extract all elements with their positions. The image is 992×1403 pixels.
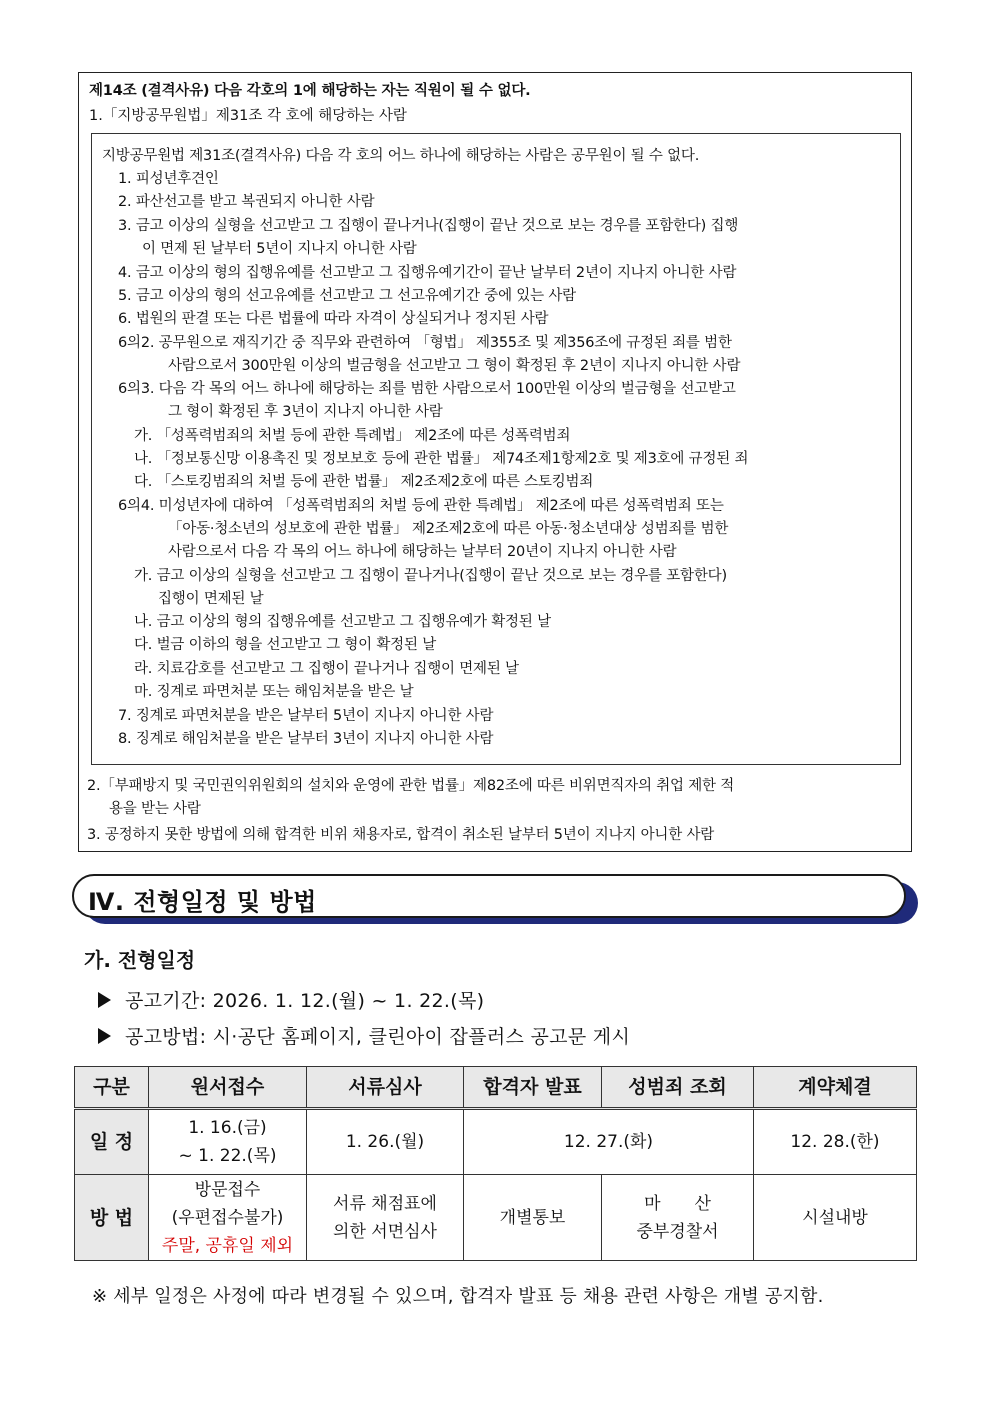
cell-announce-check-date: 12. 27.(화) (464, 1109, 754, 1175)
cell-apply-method (149, 1175, 307, 1261)
law-item: 6의2. 공무원으로 재직기간 중 직무와 관련하여 「형법」 제355조 및 제356조에 규정된 죄를 범한 (118, 335, 732, 351)
bullet-announce-method (98, 1022, 630, 1049)
apply-date-end: ~ 1. 22.(목) (178, 1146, 277, 1166)
cell-doc-date: 1. 26.(월) (307, 1109, 464, 1175)
law-item: 3. 금고 이상의 실형을 선고받고 그 집행이 끝나거나(집행이 끝난 것으로 보는 경우를 포함한다) 집행 (118, 218, 739, 234)
disqualification-article-box (78, 72, 912, 852)
law-item: 1. 피성년후견인 (118, 171, 219, 187)
cell-announce-method: 개별통보 (464, 1175, 602, 1261)
law-subitem-cont: 집행이 면제된 날 (158, 591, 264, 607)
law-item: 7. 징계로 파면처분을 받은 날부터 5년이 지나지 아니한 사람 (118, 708, 494, 724)
law-subitem: 다. 벌금 이하의 형을 선고받고 그 형이 확정된 날 (134, 637, 437, 653)
cell-check-method (602, 1175, 754, 1261)
law-item: 5. 금고 이상의 형의 선고유예를 선고받고 그 선고유예기간 중에 있는 사람 (118, 288, 576, 304)
header-cell: 서류심사 (307, 1067, 464, 1109)
announce-method-text: 공고방법: 시·공단 홈페이지, 클린아이 잡플러스 공고문 게시 (125, 1026, 631, 1048)
law-item-cont: 이 면제 된 날부터 5년이 지나지 아니한 사람 (142, 241, 417, 257)
law-subitem: 나. 금고 이상의 형의 집행유예를 선고받고 그 집행유예가 확정된 날 (134, 614, 551, 630)
law-item-cont: 그 형이 확정된 후 3년이 지나지 아니한 사람 (168, 404, 443, 420)
law-subitem: 가. 금고 이상의 실형을 선고받고 그 집행이 끝나거나(집행이 끝난 것으로 보는 경우를 포함한다) (134, 568, 727, 584)
apply-method-line: 방문접수 (194, 1179, 261, 1200)
law-item: 8. 징계로 해임처분을 받은 날부터 3년이 지나지 아니한 사람 (118, 731, 494, 747)
article-item-3: 3. 공정하지 못한 방법에 의해 합격한 비위 채용자로, 합격이 취소된 날부터 5년이 지나지 아니한 사람 (87, 827, 715, 843)
table-row-method (75, 1175, 917, 1261)
check-method-line: 마 산 (644, 1193, 711, 1214)
cell-apply-date (149, 1109, 307, 1175)
law-quote-box (91, 133, 901, 765)
article-title: 제14조 (결격사유) 다음 각호의 1에 해당하는 자는 직원이 될 수 없다. (89, 83, 531, 99)
row-label-method: 방 법 (75, 1175, 149, 1261)
check-method-line: 중부경찰서 (636, 1221, 719, 1242)
cell-contract-method: 시설내방 (754, 1175, 917, 1261)
apply-method-exception: 주말, 공휴일 제외 (161, 1235, 294, 1256)
subsection-heading: 가. 전형일정 (84, 948, 196, 972)
law-subitem: 라. 치료감호를 선고받고 그 집행이 끝나거나 집행이 면제된 날 (134, 661, 519, 677)
law-item: 6의3. 다음 각 목의 어느 하나에 해당하는 죄를 범한 사람으로서 100만원 이상의 벌금형을 선고받고 (118, 381, 736, 397)
bullet-announce-period (98, 986, 484, 1013)
law-item-cont: 사람으로서 300만원 이상의 벌금형을 선고받고 그 형이 확정된 후 2년이 지나지 아니한 사람 (168, 358, 741, 374)
article-item-1: 1.「지방공무원법」제31조 각 호에 해당하는 사람 (89, 108, 407, 124)
apply-date-start: 1. 16.(금) (188, 1118, 267, 1138)
apply-method-line: (우편접수불가) (171, 1207, 284, 1228)
section-title: Ⅳ. 전형일정 및 방법 (88, 888, 317, 916)
law-subitem: 나. 「정보통신망 이용촉진 및 정보보호 등에 관한 법률」 제74조제1항제2호 및 제3호에 규정된 죄 (134, 451, 749, 467)
cell-doc-method (307, 1175, 464, 1261)
law-item-cont: 사람으로서 다음 각 목의 어느 하나에 해당하는 날부터 20년이 지나지 아니한 사람 (168, 544, 677, 560)
law-item: 4. 금고 이상의 형의 집행유예를 선고받고 그 집행유예기간이 끝난 날부터 2년이 지나지 아니한 사람 (118, 265, 737, 281)
announce-period-text: 공고기간: 2026. 1. 12.(월) ~ 1. 22.(목) (125, 990, 485, 1012)
law-subitem: 다. 「스토킹범죄의 처벌 등에 관한 법률」 제2조제2호에 따른 스토킹범죄 (134, 474, 594, 490)
schedule-table (74, 1066, 917, 1261)
header-cell: 성범죄 조회 (602, 1067, 754, 1109)
section-banner (72, 874, 918, 926)
article-item-2-cont: 용을 받는 사람 (109, 801, 201, 817)
law-item-cont: 「아동·청소년의 성보호에 관한 법률」 제2조제2호에 따른 아동·청소년대상 성범죄를 범한 (168, 521, 729, 537)
law-item: 6의4. 미성년자에 대하여 「성폭력범죄의 처벌 등에 관한 특례법」 제2조에 따른 성폭력범죄 또는 (118, 498, 724, 514)
row-label-schedule: 일 정 (75, 1109, 149, 1175)
law-item: 6. 법원의 판결 또는 다른 법률에 따라 자격이 상실되거나 정지된 사람 (118, 311, 549, 327)
table-header-row (75, 1067, 917, 1109)
cell-contract-date: 12. 28.(한) (754, 1109, 917, 1175)
header-cell: 합격자 발표 (464, 1067, 602, 1109)
law-intro: 지방공무원법 제31조(결격사유) 다음 각 호의 어느 하나에 해당하는 사람은 공무원이 될 수 없다. (102, 148, 700, 164)
triangle-bullet-icon (98, 1028, 111, 1044)
header-cell: 계약체결 (754, 1067, 917, 1109)
table-row-schedule (75, 1109, 917, 1175)
law-item: 2. 파산선고를 받고 복권되지 아니한 사람 (118, 194, 375, 210)
article-item-2: 2.「부패방지 및 국민권익위원회의 설치와 운영에 관한 법률」제82조에 따른 비위면직자의 취업 제한 적 (87, 778, 735, 794)
doc-method-line: 서류 채점표에 (333, 1193, 437, 1214)
doc-method-line: 의한 서면심사 (333, 1221, 437, 1242)
banner-frame (72, 874, 906, 918)
header-cell: 구분 (75, 1067, 149, 1109)
triangle-bullet-icon (98, 992, 111, 1008)
law-subitem: 마. 징계로 파면처분 또는 해임처분을 받은 날 (134, 684, 414, 700)
law-subitem: 가. 「성폭력범죄의 처벌 등에 관한 특례법」 제2조에 따른 성폭력범죄 (134, 428, 571, 444)
header-cell: 원서접수 (149, 1067, 307, 1109)
footnote: ※ 세부 일정은 사정에 따라 변경될 수 있으며, 합격자 발표 등 채용 관련 사항은 개별 공지함. (92, 1286, 824, 1307)
